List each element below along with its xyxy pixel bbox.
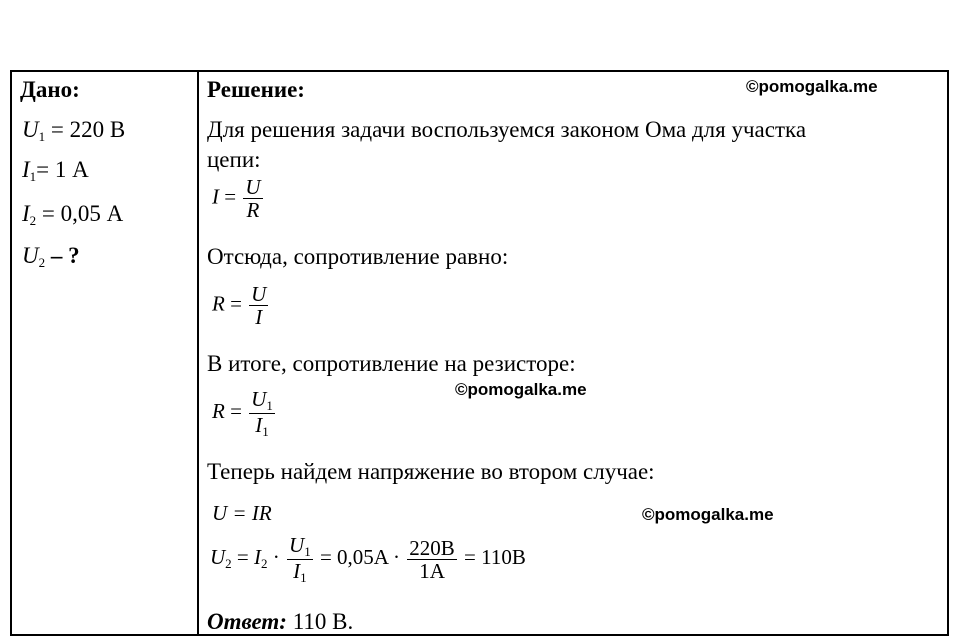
given-i1-value: = 1 А xyxy=(36,157,89,182)
formula-ohm: I = $\frac{U}{R}$ xyxy=(212,175,261,223)
answer-value: 110 В. xyxy=(286,609,354,634)
given-u2-symbol: U xyxy=(22,243,39,268)
watermark-middle: ©pomogalka.me xyxy=(455,380,587,399)
given-i1-sub: 1 xyxy=(29,169,37,184)
formula-resistance: R = $\frac{U}{I}$ xyxy=(212,282,267,330)
given-u1-symbol: U xyxy=(22,117,39,142)
given-i2 xyxy=(22,202,123,227)
given-u2-dash: – xyxy=(45,243,69,268)
given-header: Дано: xyxy=(20,77,80,102)
given-i2-value: = 0,05 А xyxy=(36,201,124,226)
given-u1-sub: 1 xyxy=(38,129,46,144)
watermark-top: ©pomogalka.me xyxy=(746,77,878,96)
answer-line xyxy=(207,610,353,633)
formula-voltage: U = IR xyxy=(212,501,272,525)
fraction-u1-over-i1: $\frac{U_1}{I_1}$ xyxy=(251,387,273,439)
watermark-bottom: ©pomogalka.me xyxy=(642,505,774,524)
given-u2-sub: 2 xyxy=(38,255,46,270)
fraction-u-over-r: $\frac{U}{R}$ xyxy=(245,175,261,223)
formula-resistance-resistor: R = $\frac{U_1}{I_1}$ xyxy=(212,387,273,439)
fraction-u1-over-i1-calc: $\frac{U_1}{I_1}$ xyxy=(289,533,311,585)
given-i1-symbol: I xyxy=(22,157,30,182)
given-u1 xyxy=(22,118,125,143)
given-u2-question: ? xyxy=(68,243,80,268)
given-i2-symbol: I xyxy=(22,201,30,226)
given-u2 xyxy=(22,244,80,269)
solution-line5: Теперь найдем напряжение во втором случае: xyxy=(207,459,655,484)
solution-header: Решение: xyxy=(207,77,305,102)
solution-line4: В итоге, сопротивление на резисторе: xyxy=(207,351,576,376)
column-divider xyxy=(197,72,199,634)
given-i2-sub: 2 xyxy=(29,213,37,228)
solution-line3: Отсюда, сопротивление равно: xyxy=(207,244,509,269)
given-u1-value: = 220 В xyxy=(45,117,126,142)
given-i1 xyxy=(22,158,89,183)
fraction-220b-over-1a: $\frac{220B}{1A}$ xyxy=(409,535,455,583)
answer-label: Ответ: xyxy=(207,609,287,634)
solution-line1: Для решения задачи воспользуемся законом Ома для участка xyxy=(207,117,807,142)
solution-line2: цепи: xyxy=(207,147,261,172)
formula-u2-calculation: $U_2 = I_2$ · $\frac{U_1}{I_1}$ = 0,05A · $\frac{220B}{1A}$ = 110B xyxy=(210,533,526,585)
fraction-u-over-i: $\frac{U}{I}$ xyxy=(251,282,267,330)
